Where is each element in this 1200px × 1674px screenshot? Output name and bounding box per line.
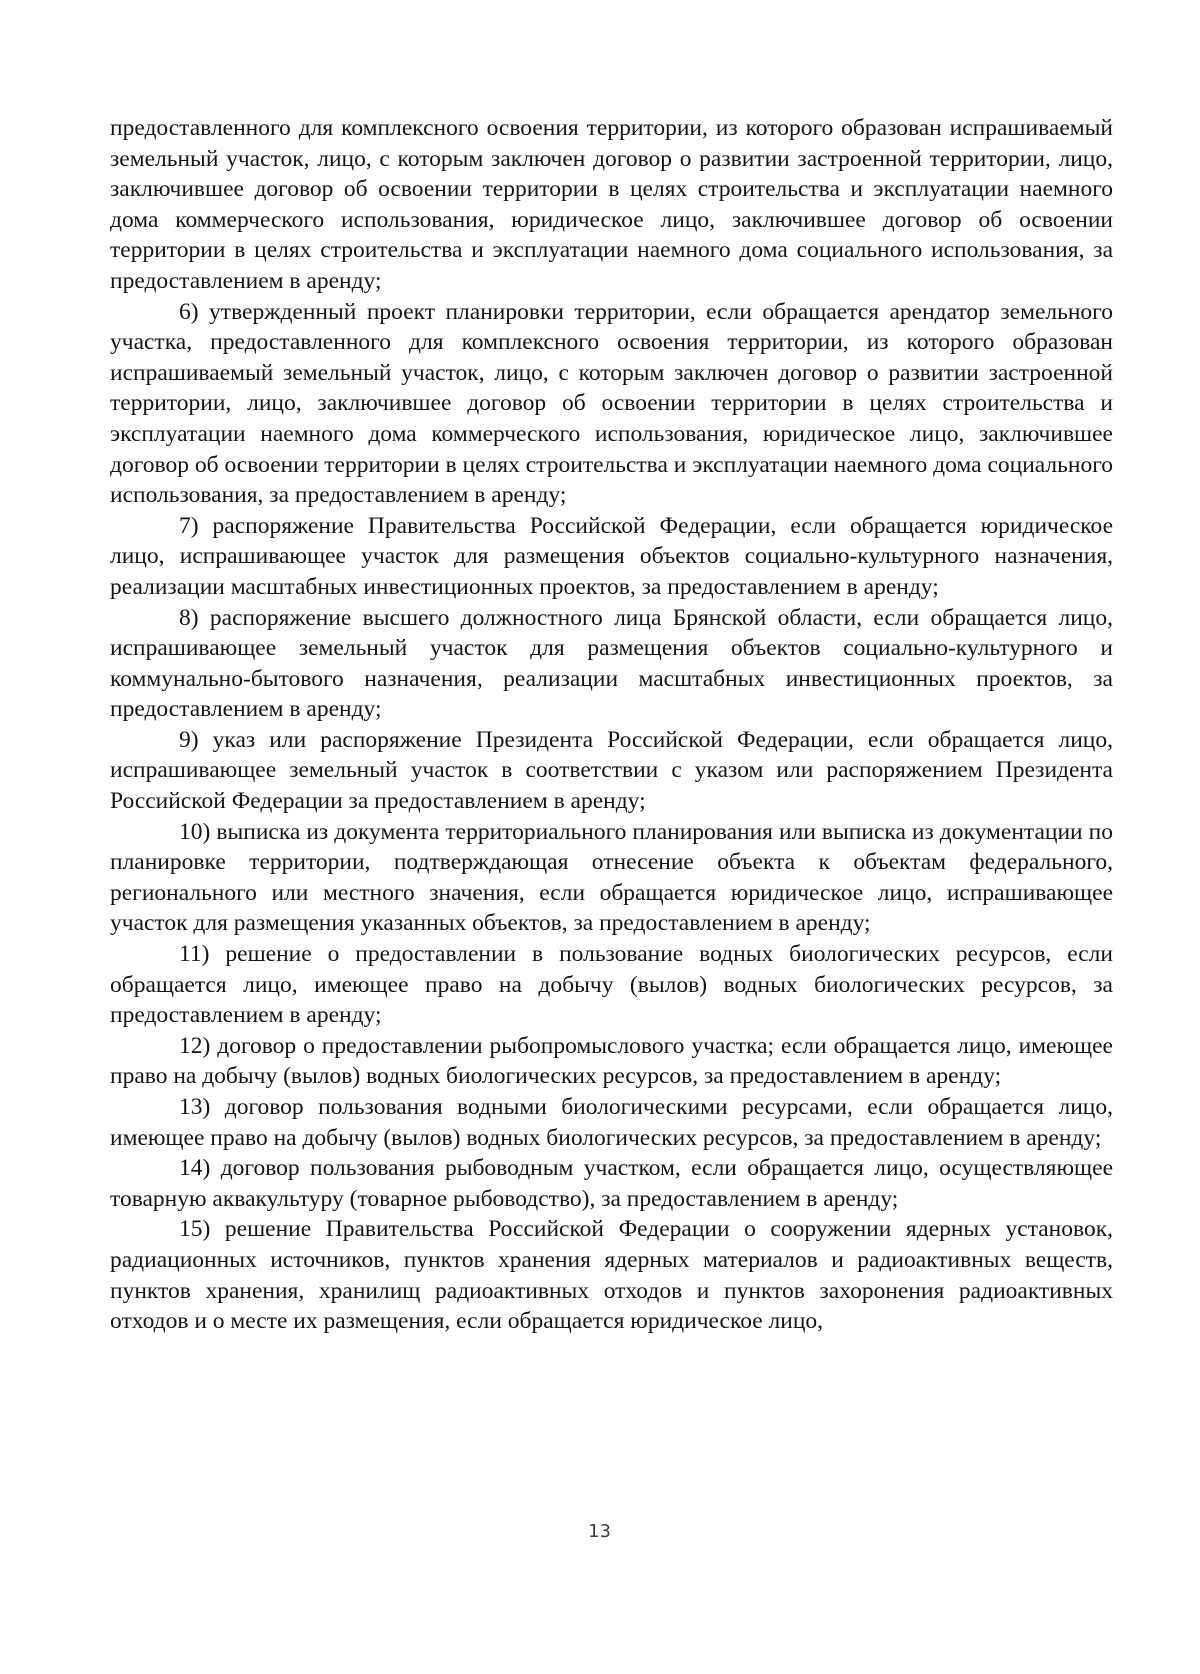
paragraph-item-7: 7) распоряжение Правительства Российской Федерации, если обращается юридическое лицо, испрашивающее участок для размещения объектов социально-культурного назначения, реализации масштабных инвестиционных проектов, за предоставлением в аренду; [110, 512, 1113, 600]
paragraph-item-14: 14) договор пользования рыбоводным участком, если обращается лицо, осуществляющее товарную аквакультуру (товарное рыбоводство), за предоставлением в аренду; [110, 1155, 1113, 1212]
paragraph-item-12: 12) договор о предоставлении рыбопромыслового участка; если обращается лицо, имеющее право на добычу (вылов) водных биологических ресурсов, за предоставлением в аренду; [110, 1032, 1113, 1090]
page-number: 13 [588, 1521, 612, 1542]
paragraph-item-10: 10) выписка из документа территориального планирования или выписка из документации по планировке территории, подтверждающая отнесение объекта к объектам федерального, регионального или местного значения, если обращается юридическое лицо, испрашивающее участок для размещения указанных объектов, за предоставлением в аренду; [110, 818, 1113, 937]
paragraph-item-15: 15) решение Правительства Российской Федерации о сооружении ядерных установок, радиационных источников, пунктов хранения ядерных материалов и радиоактивных веществ, пунктов хранения, хранилищ радиоактивных отходов и пунктов захоронения радиоактивных отходов и о месте их размещения, если обращается юридическое лицо, [110, 1216, 1113, 1335]
paragraph-continuation: предоставленного для комплексного освоения территории, из которого образован испрашиваемый земельный участок, лицо, с которым заключен договор о развитии застроенной территории, лицо, заключившее договор об освоении территории в целях строительства и эксплуатации наемного дома коммерческого использования, юридическое лицо, заключившее договор об освоении территории в целях строительства и эксплуатации наемного дома социального использования, за предоставлением в аренду; [110, 115, 1113, 294]
paragraph-item-8: 8) распоряжение высшего должностного лица Брянской области, если обращается лицо, испрашивающее земельный участок для размещения объектов социально-культурного и коммунально-бытового назначения, реализации масштабных инвестиционных проектов, за предоставлением в аренду; [110, 604, 1113, 723]
paragraph-item-6: 6) утвержденный проект планировки территории, если обращается арендатор земельного участка, предоставленного для комплексного освоения территории, из которого образован испрашиваемый земельный участок, лицо, с которым заключен договор о развитии застроенной территории, лицо, заключившее договор об освоении территории в целях строительства и эксплуатации наемного дома коммерческого использования, юридическое лицо, заключившее договор об освоении территории в целях строительства и эксплуатации наемного дома социального использования, за предоставлением в аренду; [110, 298, 1113, 509]
paragraph-item-13: 13) договор пользования водными биологическими ресурсами, если обращается лицо, имеющее право на добычу (вылов) водных биологических ресурсов, за предоставлением в аренду; [110, 1094, 1113, 1151]
document-body [110, 113, 1113, 1337]
paragraph-item-11: 11) решение о предоставлении в пользование водных биологических ресурсов, если обращается лицо, имеющее право на добычу (вылов) водных биологических ресурсов, за предоставлением в аренду; [110, 941, 1113, 1029]
paragraph-item-9: 9) указ или распоряжение Президента Российской Федерации, если обращается лицо, испрашивающее земельный участок в соответствии с указом или распоряжением Президента Российской Федерации за предоставлением в аренду; [110, 726, 1113, 815]
